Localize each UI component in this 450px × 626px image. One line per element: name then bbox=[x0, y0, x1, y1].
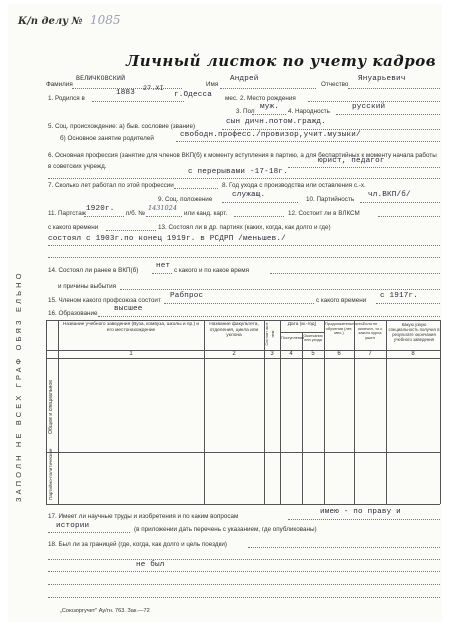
f8-label: 8. Год ухода с производства или оставления с.-х. bbox=[222, 182, 366, 189]
f5b-label: б) Основное занятие родителей bbox=[60, 135, 154, 142]
table-colnum-4: 4 bbox=[289, 351, 293, 357]
table-colnum-5: 5 bbox=[311, 351, 315, 357]
f14-when-label: с какого и по какое время bbox=[174, 267, 250, 274]
f1-month-label: мес. bbox=[225, 95, 238, 102]
table-subheader-start: Поступления bbox=[281, 336, 305, 340]
table-subheader-end: Окончания или ухода bbox=[303, 334, 323, 343]
f5b-value: свободн.професс./провизор,учит.музыки/ bbox=[180, 131, 361, 139]
f4-label: 4. Народность bbox=[288, 108, 330, 115]
f10-value: чл.ВКП/б/ bbox=[368, 191, 411, 199]
f9-label: 9. Соц. положение bbox=[158, 196, 213, 203]
f12-since-label: с какого времени bbox=[48, 224, 99, 231]
imya-value: Андрей bbox=[230, 75, 259, 83]
f15-value: Рабпрос bbox=[170, 292, 204, 300]
f6-extra: с перерывами -17-18г. bbox=[188, 168, 288, 176]
table-header-member: Состоит ли в нем bbox=[265, 322, 275, 346]
f1-city: г.Одесса bbox=[174, 91, 213, 99]
otchestvo-value: Януарьевич bbox=[358, 75, 406, 83]
familiya-value: ВЕЛИЧКОВСКИЙ bbox=[76, 75, 126, 82]
f18-value: не был bbox=[136, 561, 165, 569]
table-colnum-6: 6 bbox=[337, 351, 341, 357]
f14-reason-label: и причины выбытия bbox=[58, 283, 117, 290]
f1-label: 1. Родился в bbox=[48, 95, 85, 102]
f3-value: муж. bbox=[260, 103, 280, 111]
f11-value: 1920г. bbox=[86, 205, 115, 213]
f6-value: юрист, педагог bbox=[318, 157, 385, 165]
f10-label: 10. Партийность bbox=[306, 196, 355, 203]
f17-note: (в приложении дать перечень с указанием, где опубликованы) bbox=[134, 526, 317, 533]
imya-label: Имя bbox=[206, 81, 219, 88]
f17-label: 17. Имеет ли научные труды и изобретения и по каким вопросам bbox=[48, 513, 239, 520]
file-number: 1085 bbox=[90, 13, 121, 27]
table-colnum-8: 8 bbox=[411, 351, 415, 357]
f11-card-value: 1431024 bbox=[148, 204, 177, 212]
f5-value: сын дичн.потом.гражд. bbox=[226, 118, 326, 126]
f3-label: 3. Пол bbox=[236, 108, 255, 115]
table-header-date: Дата (м.-год) bbox=[287, 322, 317, 327]
f16-value: высшее bbox=[114, 305, 143, 313]
table-header-specialty: Какую узкую специальность получил в результате окончания учебного заведения bbox=[388, 322, 440, 342]
table-header-faculty: Название факультета, отделения, цикла или уклона bbox=[209, 322, 259, 339]
table-header-duration: Продолжительность обучения (лет, мес.) bbox=[325, 321, 363, 336]
f15-since-value: с 1917г. bbox=[380, 292, 419, 300]
f1-year: 1883 bbox=[116, 89, 136, 97]
f12-label: 12. Состоит ли в ВЛКСМ bbox=[288, 210, 360, 217]
familiya-label: Фамилия bbox=[46, 81, 73, 88]
table-colnum-1: 1 bbox=[129, 351, 133, 357]
f15-label: 15. Членом какого профсоюза состоит bbox=[48, 297, 161, 304]
otchestvo-label: Отчество bbox=[321, 81, 349, 88]
table-colnum-7: 7 bbox=[368, 351, 372, 357]
f11-label: 11. Партстаж bbox=[48, 210, 86, 217]
f6-label: 6. Основная профессия (занятие для членов ВКП(б) к моменту вступления в партию, а для беспартийных к моменту начала работы в советских учрежд. bbox=[48, 152, 437, 170]
f13-label: 13. Состоял ли в др. партиях (каких, когда, как долго и где) bbox=[158, 224, 331, 231]
f7-label: 7. Сколько лет работал по этой профессии bbox=[48, 182, 174, 189]
personnel-record-sheet bbox=[8, 4, 442, 622]
side-instruction: ЗАПОЛН НЕ ВСЕХ ГРАФ ОБЯЗ ЕЛЬНО bbox=[14, 270, 23, 502]
f11-cand-label: или канд. карт. bbox=[184, 210, 228, 217]
footer-publisher: „Союзоргучет" Ау/гн. 763. Зак.—72 bbox=[60, 608, 150, 614]
f1-date: 27.XI bbox=[143, 85, 164, 92]
f18-label: 18. Был ли за границей (где, когда, как долго и цель поездки) bbox=[48, 541, 227, 548]
f2-label: 2. Место рождения bbox=[240, 95, 296, 102]
f17-value2: истории bbox=[56, 522, 90, 530]
file-label: К/п делу № bbox=[18, 16, 83, 27]
table-colnum-2: 2 bbox=[232, 351, 236, 357]
table-colnum-3: 3 bbox=[270, 351, 274, 357]
f17-value: имею - по праву и bbox=[320, 508, 401, 516]
table-header-incomplete: Если не окончил, то с какого курса ушел bbox=[357, 321, 383, 340]
f13-value: состоял с 1903г.по конец 1919г. в РСДРП /меньшев./ bbox=[48, 235, 286, 243]
f4-value: русский bbox=[352, 103, 386, 111]
f9-value: служащ. bbox=[232, 191, 266, 199]
page-title: Личный листок по учету кадров bbox=[126, 52, 437, 70]
f15-since-label: с какого времени bbox=[316, 297, 367, 304]
table-row-label-general: Общее и специальное bbox=[48, 379, 54, 434]
f5-label: 5. Соц. происхождение: а) быв. сословие (звание) bbox=[48, 123, 196, 130]
table-header-institution: Название учебного заведения (Вуза, комвуза, школы и пр.) и его местонахождение bbox=[62, 322, 200, 333]
table-row-label-party: Партийно-политическое bbox=[48, 448, 53, 500]
f14-label: 14. Состоял ли ранее в ВКП(б) bbox=[48, 267, 139, 274]
f16-label: 16. Образование bbox=[48, 310, 98, 317]
f11-card-label: п/б. № bbox=[126, 210, 146, 217]
f14-value: нет bbox=[156, 262, 171, 270]
